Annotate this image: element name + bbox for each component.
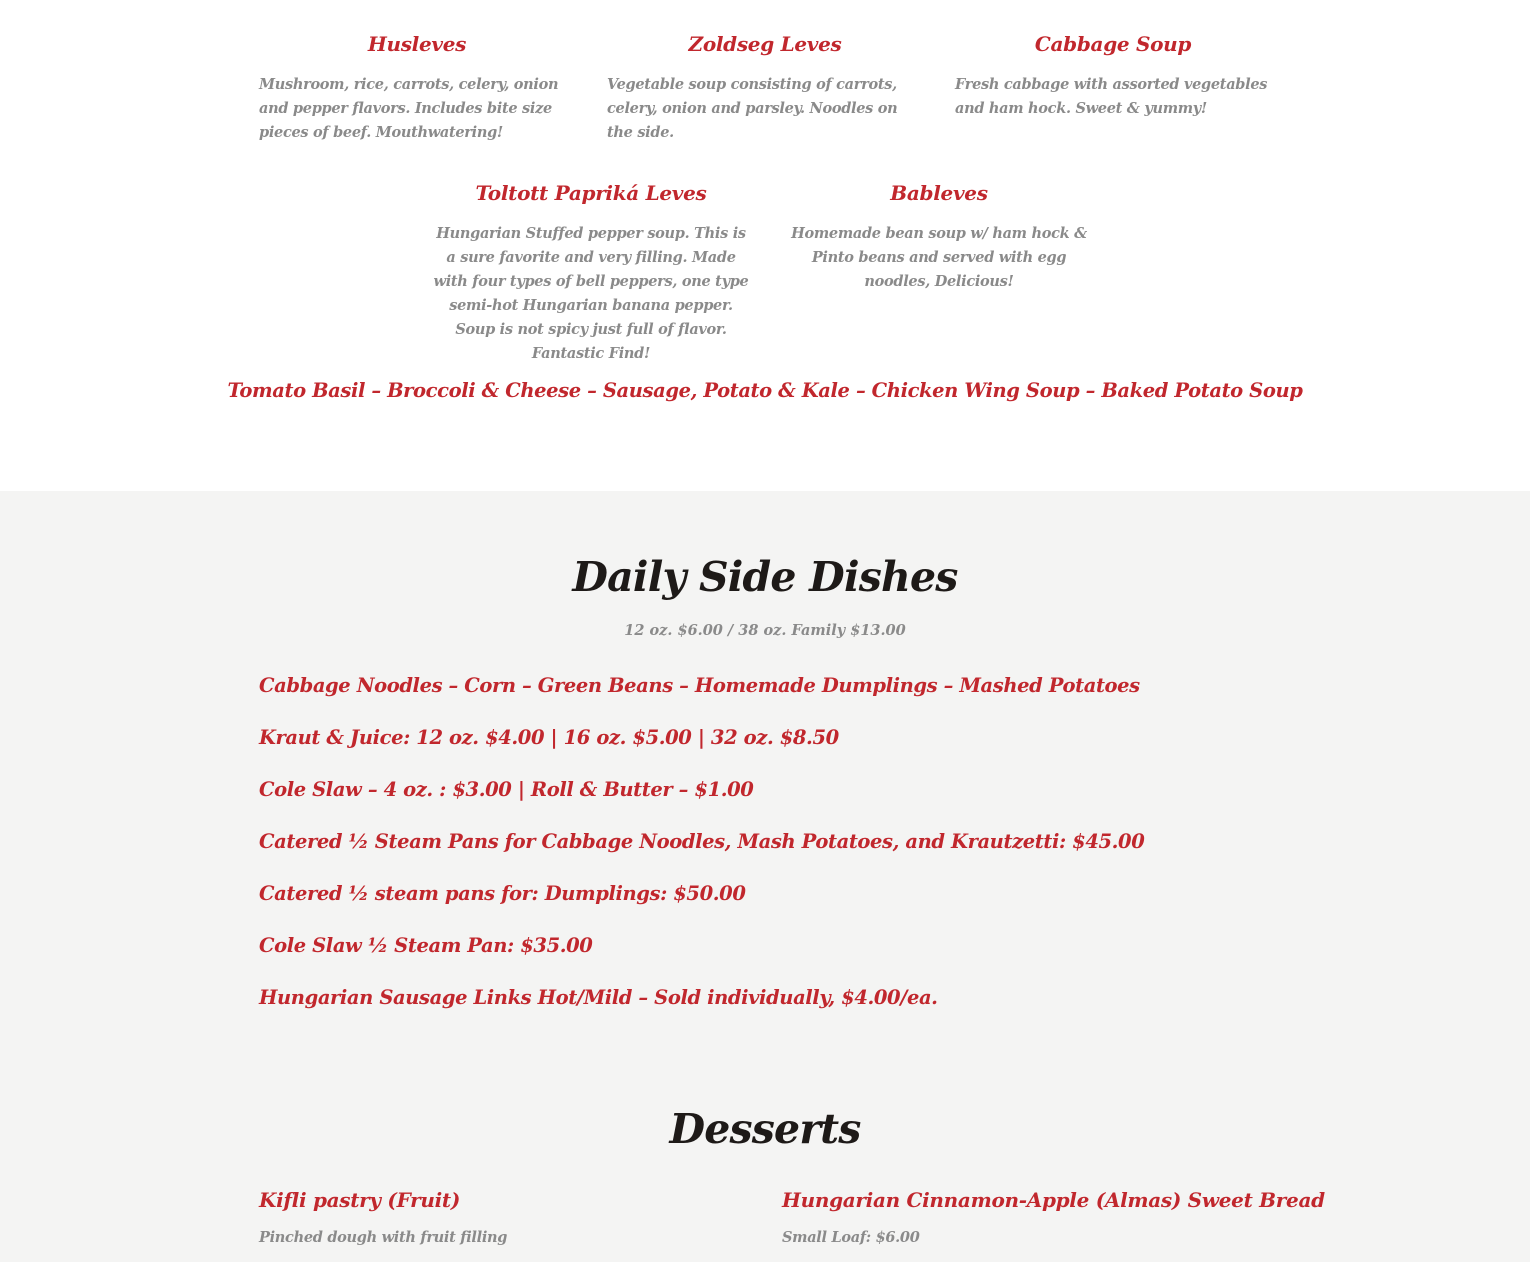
dessert-description: Small Loaf: $6.00 <box>782 1229 920 1246</box>
side-dish-line: Kraut & Juice: 12 oz. $4.00 | 16 oz. $5.00 | 32 oz. $8.50 <box>259 726 839 749</box>
dessert-item <box>259 1186 507 1250</box>
soup-item <box>955 31 1271 121</box>
side-dish-line: Catered ½ steam pans for: Dumplings: $50.00 <box>259 882 746 905</box>
soup-item <box>259 31 575 145</box>
side-dish-line: Cabbage Noodles – Corn – Green Beans – Homemade Dumplings – Mashed Potatoes <box>259 674 1140 697</box>
side-dish-line: Cole Slaw – 4 oz. : $3.00 | Roll & Butter – $1.00 <box>259 778 754 801</box>
side-dishes-title: Daily Side Dishes <box>572 553 958 601</box>
soup-name: Toltott Papriká Leves <box>475 181 707 205</box>
soup-item <box>433 180 749 366</box>
side-dishes-section <box>0 491 1530 1262</box>
soup-item <box>791 180 1087 294</box>
dessert-item <box>782 1186 1325 1250</box>
soup-name: Husleves <box>367 32 467 56</box>
soup-description: Mushroom, rice, carrots, celery, onion and pepper flavors. Includes bite size pieces of beef. Mouthwatering! <box>259 76 559 141</box>
dessert-description: Pinched dough with fruit filling <box>259 1229 508 1246</box>
soup-name: Cabbage Soup <box>1034 32 1192 56</box>
soup-item <box>607 31 923 145</box>
soup-description: Hungarian Stuffed pepper soup. This is a sure favorite and very filling. Made with four types of bell peppers, one type semi-hot Hungarian banana pepper. Soup is not spicy just full of flavor. Fantastic Find! <box>433 225 749 362</box>
desserts-title: Desserts <box>669 1105 861 1153</box>
side-dish-line: Cole Slaw ½ Steam Pan: $35.00 <box>259 934 593 957</box>
dessert-name: Kifli pastry (Fruit) <box>259 1188 460 1212</box>
side-dishes-price-note: 12 oz. $6.00 / 38 oz. Family $13.00 <box>624 622 906 639</box>
side-dish-line: Hungarian Sausage Links Hot/Mild – Sold individually, $4.00/ea. <box>259 986 938 1009</box>
soup-name: Bableves <box>890 181 988 205</box>
side-dish-line: Catered ½ Steam Pans for Cabbage Noodles, Mash Potatoes, and Krautzetti: $45.00 <box>259 830 1145 853</box>
soup-description: Fresh cabbage with assorted vegetables and ham hock. Sweet & yummy! <box>955 76 1268 117</box>
soups-section <box>0 0 1530 491</box>
soup-name: Zoldseg Leves <box>688 32 842 56</box>
soup-description: Homemade bean soup w/ ham hock & Pinto beans and served with egg noodles, Delicious! <box>791 225 1087 290</box>
additional-soups-list: Tomato Basil – Broccoli & Cheese – Sausage, Potato & Kale – Chicken Wing Soup – Baked Potato Soup <box>227 379 1303 402</box>
dessert-name: Hungarian Cinnamon-Apple (Almas) Sweet Bread <box>782 1188 1325 1212</box>
soup-description: Vegetable soup consisting of carrots, celery, onion and parsley. Noodles on the side. <box>607 76 898 141</box>
